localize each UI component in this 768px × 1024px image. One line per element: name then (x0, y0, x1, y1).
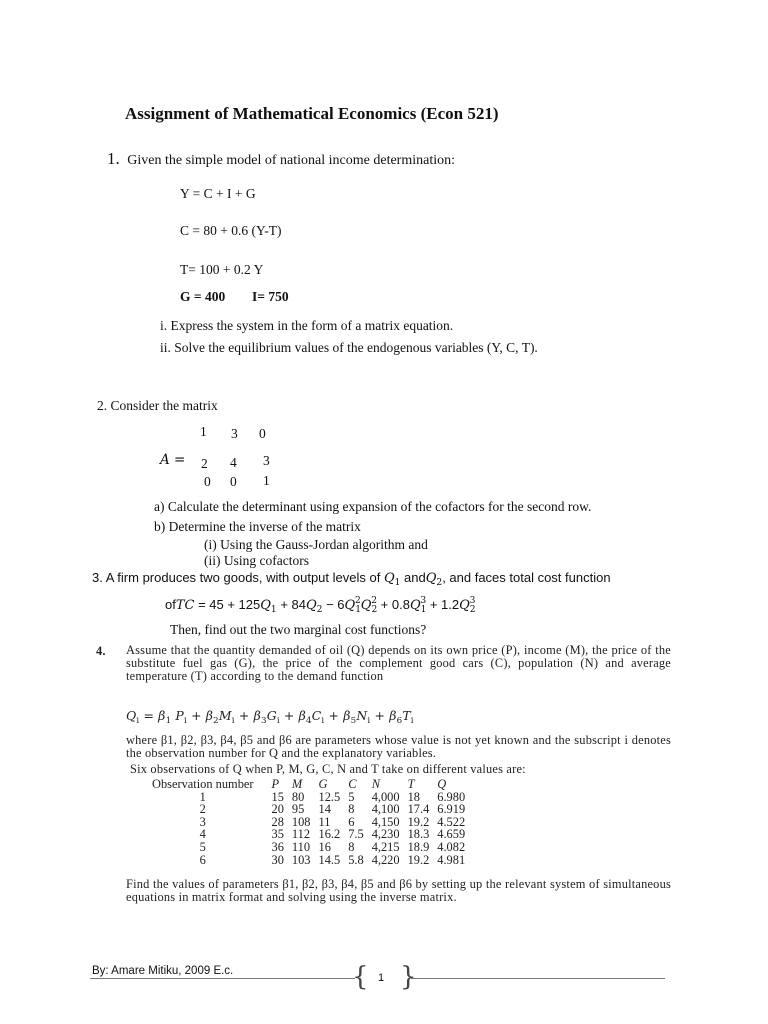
table-cell: 5.8 (348, 852, 364, 867)
table-row (148, 803, 469, 816)
q1-equation-c: C = 80 + 0.6 (Y-T) (180, 223, 282, 238)
page-title: Assignment of Mathematical Economics (Econ 521) (125, 104, 499, 123)
footer-author: By: Amare Mitiku, 2009 E.c. (92, 965, 234, 977)
table-cell: 80 (291, 789, 305, 804)
table-cell: 7.5 (348, 827, 364, 842)
table-cell: 17.4 (407, 802, 430, 817)
q4-demand-function: $Q_i = \beta_1$ $P_i + \beta_2M_i + \beta_3G_i + \beta_4C_i + \beta_5N_i + \beta_6T_i$ (126, 708, 414, 726)
table-cell: 4,220 (371, 852, 400, 867)
column-header: Q (437, 777, 447, 791)
matrix-cell: 1 (200, 424, 207, 439)
table-cell: 4,000 (371, 789, 400, 804)
table-cell: 4.981 (437, 852, 466, 867)
q2-part-b: b) Determine the inverse of the matrix (154, 519, 361, 534)
column-header: N (371, 777, 380, 791)
table-cell: 18 (407, 789, 420, 804)
page-number: 1 (378, 972, 385, 984)
q4-paragraph-4: Find the values of parameters β1, β2, β3, β4, β5 and β6 by setting up the relevant system of simultaneous equations in matrix format and solving using the inverse matrix. (126, 877, 671, 904)
table-cell: 4,150 (371, 814, 400, 829)
table-cell: 4,100 (371, 802, 400, 817)
table-cell: 19.2 (407, 852, 430, 867)
column-header: G (318, 777, 328, 791)
table-header-row (148, 778, 469, 791)
q1-text: Given the simple model of national income determination: (127, 153, 455, 168)
table-cell: 112 (291, 827, 311, 842)
table-cell: 1 (199, 789, 206, 804)
q1-number: 1. (107, 149, 120, 168)
matrix-cell: 3 (263, 453, 270, 468)
table-row (148, 841, 469, 854)
table-cell: 14.5 (318, 852, 341, 867)
column-header: T (407, 777, 415, 791)
table-cell: 36 (271, 839, 284, 854)
q1-part-i: i. Express the system in the form of a matrix equation. (160, 318, 454, 333)
q3-and: and (400, 570, 426, 585)
observation-table (148, 778, 469, 866)
table-cell: 6 (348, 814, 355, 829)
table-cell: 20 (271, 802, 284, 817)
table-cell: 18.9 (407, 839, 430, 854)
matrix-cell: 0 (204, 474, 211, 489)
table-cell: 12.5 (318, 789, 341, 804)
q4-paragraph-3: Six observations of Q when P, M, G, C, N and T take on different values are: (130, 762, 526, 776)
table-cell: 6.980 (437, 789, 466, 804)
column-header: P (271, 777, 280, 791)
table-cell: 4,230 (371, 827, 400, 842)
q3-cost-text: , and faces total cost function (442, 570, 611, 585)
table-cell: 15 (271, 789, 284, 804)
q2-text: 2. Consider the matrix (97, 398, 218, 413)
table-cell: 4.082 (437, 839, 466, 854)
table-cell: 3 (199, 814, 206, 829)
table-cell: 16 (318, 839, 331, 854)
table-cell: 14 (318, 802, 331, 817)
q3-intro: 3. A firm produces two goods, with output levels of (92, 570, 384, 585)
matrix-cell: 0 (259, 426, 266, 441)
table-cell: 5 (199, 839, 206, 854)
q4-paragraph-1: Assume that the quantity demanded of oil (Q) depends on its own price (P), income (M), the price of the substitute fuel gas (G), the price of the complement good cars (C), population (N) and average temperature (T) according to the demand function (126, 643, 671, 683)
q4-paragraph-2: where β1, β2, β3, β4, β5 and β6 are parameters whose value is not yet known and the subscript i denotes the observation number for Q and the explanatory variables. (126, 733, 671, 760)
table-cell: 6.919 (437, 802, 466, 817)
q3-question: Then, find out the two marginal cost functions? (170, 622, 427, 637)
left-brace-icon: { (352, 962, 369, 992)
table-cell: 2 (199, 802, 206, 817)
column-header: Observation number (152, 777, 254, 791)
column-header: C (348, 777, 357, 791)
table-cell: 19.2 (407, 814, 430, 829)
q1-equation-t: T= 100 + 0.2 Y (180, 262, 264, 277)
table-cell: 11 (318, 814, 331, 829)
q1-value-g: G = 400 (180, 289, 226, 304)
table-cell: 108 (291, 814, 311, 829)
table-cell: 103 (291, 852, 311, 867)
matrix-cell: 4 (230, 455, 237, 470)
right-brace-icon: } (400, 962, 417, 992)
q1-heading (107, 149, 455, 169)
table-cell: 35 (271, 827, 284, 842)
table-cell: 110 (291, 839, 311, 854)
q2-part-b-i: (i) Using the Gauss-Jordan algorithm and (204, 537, 428, 552)
q1-value-i: I= 750 (252, 289, 289, 304)
column-header: M (291, 777, 303, 791)
q2-part-a: a) Calculate the determinant using expansion of the cofactors for the second row. (154, 499, 592, 514)
table-cell: 6 (199, 852, 206, 867)
matrix-cell: 1 (263, 473, 270, 488)
table-cell: 5 (348, 789, 355, 804)
q1-equation-y: Y = C + I + G (180, 186, 256, 201)
table-cell: 4 (199, 827, 206, 842)
table-cell: 4,215 (371, 839, 400, 854)
table-cell: 28 (271, 814, 284, 829)
table-cell: 95 (291, 802, 305, 817)
q3-cost-function: ofTC = $45 + 125Q_1 + 84Q_2 - 6Q_1^2Q_2^2 + 0.8Q_1^3 + 1.2Q_2^3$ (165, 596, 476, 615)
table-row (148, 854, 469, 867)
table-cell: 30 (271, 852, 284, 867)
q1-part-ii: ii. Solve the equilibrium values of the endogenous variables (Y, C, T). (160, 340, 538, 355)
matrix-cell: 3 (231, 426, 238, 441)
q3-of: of (165, 597, 176, 612)
q3-line-1: 3. A firm produces two goods, with output levels of $Q_1$ andQ$_2$, and faces total cost function (92, 570, 611, 588)
matrix-cell: 0 (230, 474, 237, 489)
matrix-label: A = (160, 452, 186, 468)
table-cell: 8 (348, 839, 355, 854)
table-cell: 16.2 (318, 827, 341, 842)
table-cell: 4.659 (437, 827, 466, 842)
q2-part-b-ii: (ii) Using cofactors (204, 553, 309, 568)
table-cell: 8 (348, 802, 355, 817)
q4-number: 4. (96, 644, 106, 658)
matrix-cell: 2 (201, 456, 208, 471)
table-cell: 18.3 (407, 827, 430, 842)
table-cell: 4.522 (437, 814, 466, 829)
